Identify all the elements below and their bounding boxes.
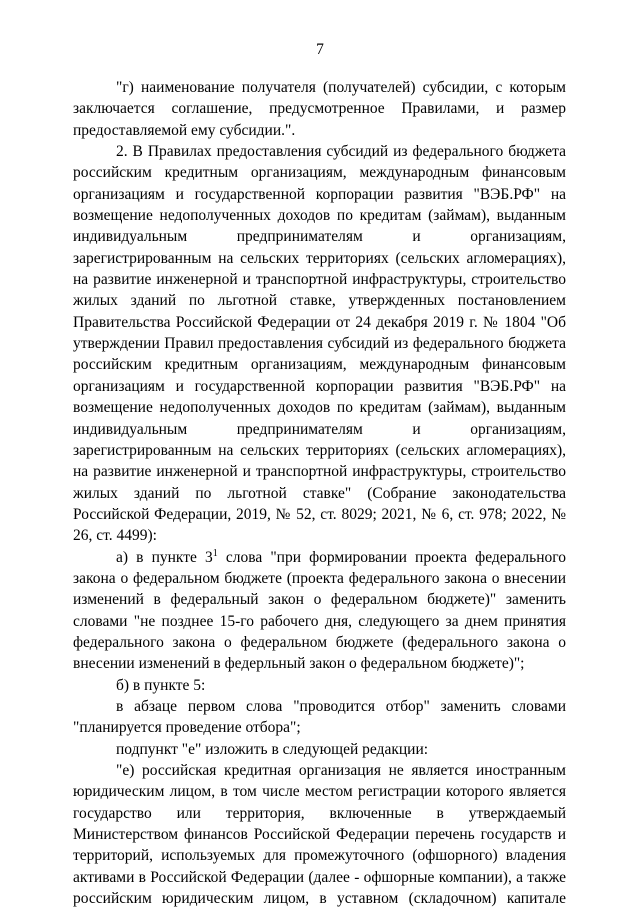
paragraph-subitem-b: б) в пункте 5: xyxy=(116,676,206,694)
paragraph-subitem-a xyxy=(73,547,566,675)
paragraph-first-indent-change: в абзаце первом слова "проводится отбор" заменить словами "планируется проведение отбора"; xyxy=(73,697,566,737)
paragraph-subitem-e-text: "е) российская кредитная организация не является иностранным юридическим лицом, в том числе местом регистрации которого является государство или территория, включенные в утверждаемый Министерством финансов Российской Федерации перечень государств и территорий, используемых для промежуточного (офшорного) владения активами в Российской Федерации (далее - офшорные компании), а также российским юридическим лицом, в уставном (складочном) капитале xyxy=(73,762,566,908)
document-body xyxy=(73,77,566,909)
page-number: 7 xyxy=(316,41,324,58)
paragraph-subitem-g: "г) наименование получателя (получателей) субсидии, с которым заключается соглашение, предусмотренное Правилами, и размер предоставляемой ему субсидии.". xyxy=(73,79,566,139)
paragraph-item-2: 2. В Правилах предоставления субсидий из федерального бюджета российским кредитным организациям, международным финансовым организациям и государственной корпорации развития "ВЭБ.РФ" на возмещение недополученных доходов по кредитам (займам), выданным индивидуальным предпринимателям и организациям, зарегистрированным на сельских территориях (сельских агломерациях), на развитие инженерной и транспортной инфраструктуры, строительство жилых зданий по льготной ставке, утвержденных постановлением Правительства Российской Федерации от 24 декабря 2019 г. № 1804 "Об утверждении Правил предоставления субсидий из федерального бюджета российским кредитным организациям, международным финансовым организациям и государственной корпорации развития "ВЭБ.РФ" на возмещение недополученных доходов по кредитам (займам), выданным индивидуальным предпринимателям и организациям, зарегистрированным на сельских территориях (сельских агломерациях), на развитие инженерной и транспортной инфраструктуры, строительство жилых зданий по льготной ставке" (Собрание законодательства Российской Федерации, 2019, № 52, ст. 8029; 2021, № 6, ст. 978; 2022, № 26, ст. 4499): xyxy=(73,143,566,545)
superscript-reference: 1 xyxy=(212,547,218,559)
paragraph-subitem-a-start: а) в пункте 3 xyxy=(116,548,213,566)
paragraph-subitem-e-intro: подпункт "е" изложить в следующей редакции: xyxy=(116,740,429,758)
paragraph-subitem-a-rest: слова "при формировании проекта федерального закона о федеральном бюджете (проекта федерального закона о внесении изменений в федеральный закон о федеральном бюджете)" заменить словами "не позднее 15-го рабочего дня, следующего за днем принятия федерального закона о федеральном бюджете (федерального закона о внесении изменений в федерльный закон о федеральном бюджете)"; xyxy=(73,548,566,673)
